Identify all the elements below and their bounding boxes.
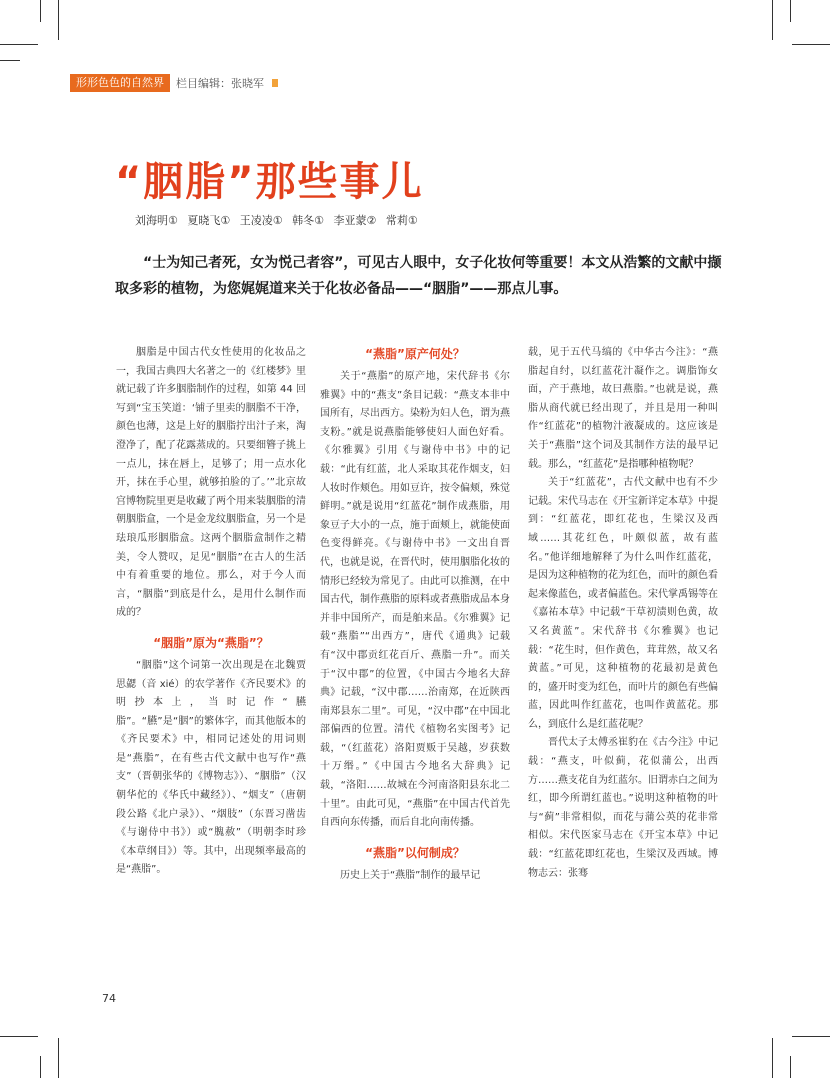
text-column-2 [320,344,510,885]
article-intro: “士为知己者死，女为悦己者容”，可见古人眼中，女子化妆何等重要！本文从浩繁的文献中撷取多彩的植物，为您娓娓道来关于化妆必备品——“胭脂”——那点儿事。 [115,255,722,297]
crop-mark [790,0,791,22]
paragraph: 关于“燕脂”的原产地，宋代辞书《尔雅翼》中的“燕支”条目记载：“燕支本非中国所有，尽出西方。染粉为妇人色，谓为燕支粉。”就是说燕脂能够使妇人面色好看。《尔雅翼》引用《与谢侍中书》中的记载：“此有红蓝，北人采取其花作烟支，妇人妆时作颊色。用如豆许，按令偏颊，殊觉鲜明。”就是说用“红蓝花”制作成燕脂，用象豆子大小的一点，施于面颊上，就能使面色变得鲜亮。《与谢侍中书》一文出自晋代，也就是说，在晋代时，使用胭脂化妆的情形已经较为常见了。由此可以推测，在中国古代，制作燕脂的原料或者燕脂成品本身并非中国所产，而是舶来品。《尔雅翼》记载“燕脂”“出西方”，唐代《通典》记载有“汉中郡贡红花百斤、燕脂一升”。而关于“汉中郡”的位置，《中国古今地名大辞典》记载，“汉中郡……治南郑，在近陕西南郑县东二里”。可见，“汉中郡”在中国北部偏西的位置。清代《植物名实图考》记载，“（红蓝花）洛阳贾贩于吴越，岁获数十万缗。”《中国古今地名大辞典》记载，“洛阳……故城在今河南洛阳县东北二十里”。由此可见，“燕脂”在中国古代首先自西向东传播，而后自北向南传播。 [320,371,510,829]
author-list [135,212,424,228]
crop-mark [772,1038,773,1078]
paragraph: 胭脂是中国古代女性使用的化妆品之一，我国古典四大名著之一的《红楼梦》里就记载了许多胭脂制作的过程，如第 44 回写到“宝玉笑道：‘铺子里卖的胭脂不干净，颜色也薄，这是上好的胭脂拧出汁子来，淘澄净了，配了花露蒸成的。只要细簪子挑上一点儿，抹在唇上，足够了；用一点水化开，抹在手心里，就够拍脸的了。’”北京故宫博物院里更是收藏了两个用来装胭脂的清朝胭脂盒，一个是金龙纹胭脂盒，另一个是珐琅瓜形胭脂盒。这两个胭脂盒制作之精美，令人赞叹，足见“胭脂”在古人的生活中有着重要的地位。那么，对于今人而言，“胭脂”到底是什么，是用什么制作而成的？ [116,347,306,619]
section-heading: “胭脂”原为“燕脂”？ [153,635,269,650]
page-header [70,74,278,92]
column-editor: 栏目编辑：张晓军 [176,77,264,90]
text-column-3 [528,344,718,883]
crop-mark [0,44,38,45]
crop-mark [40,0,41,22]
crop-mark [58,1038,59,1078]
page-number: 74 [102,992,116,1005]
text-column-1 [116,344,306,880]
paragraph: 关于“红蓝花”，古代文献中也有不少记载。宋代马志在《开宝新详定本草》中提到：“红蓝花，即红花也，生梁汉及西域……其花红色，叶颇似蓝，故有蓝名。”他详细地解释了为什么叫作红蓝花，是因为这种植物的花为红色，而叶的颜色看起来像蓝色，或者偏蓝色。宋代掌禹锡等在《嘉祐本草》中记载“干草初渍则色黄，故又名黄蓝”。宋代辞书《尔雅翼》也记载：“花生时，但作黄色，茸茸然，故又名黄蓝。”可见，这种植物的花最初是黄色的，盛开时变为红色，而叶片的颜色有些偏蓝，因此叫作红蓝花，也叫作黄蓝花。那么，到底什么是红蓝花呢？ [528,477,718,730]
crop-mark [792,1036,830,1037]
paragraph: 载，见于五代马缟的《中华古今注》：“燕脂起自纣，以红蓝花汁凝作之。调脂饰女面，产于燕地，故曰燕脂。”也就是说，燕脂从商代就已经出现了，并且是用一种叫作“红蓝花”的植物汁液凝成的。这应该是关于“燕脂”这个词及其制作方法的最早记载。那么，“红蓝花”是指哪种植物呢？ [528,347,718,470]
author: 夏晓飞① [187,214,231,227]
crop-mark [792,44,830,45]
paragraph: 历史上关于“燕脂”制作的最早记 [340,869,481,881]
author: 王凌凌① [239,214,283,227]
header-decoration [272,79,278,87]
crop-mark [790,1056,791,1078]
crop-mark [772,0,773,40]
author: 韩冬① [292,214,324,227]
paragraph: “胭脂”这个词第一次出现是在北魏贾思勰（音 xié）的农学著作《齐民要术》的明抄本上，当时记作“臙脂”。“臙”是“胭”的繁体字，而其他版本的《齐民要术》中，相同记述处的用词则是“燕脂”，在有些古代文献中也写作“燕支”（晋朝张华的《博物志》）、“胭脂”（汉朝华佗的《华氏中藏经》）、“烟支”（唐朝段公路《北户录》）、“烟肢”（东晋习凿齿《与谢侍中书》）或“𦞙赦”（明朝李时珍《本草纲目》）等。其中，出现频率最高的是“燕脂”。 [116,659,306,876]
section-tag: 形形色色的自然界 [70,74,170,92]
author: 刘海明① [135,214,178,227]
crop-mark [0,1036,38,1037]
section-heading: “燕脂”以何制成？ [365,845,465,860]
section-heading: “燕脂”原产何处？ [365,347,465,361]
author: 常莉① [385,214,418,227]
crop-mark [40,1056,41,1078]
crop-mark [58,0,59,40]
article-title: “胭脂”那些事儿 [115,159,424,205]
author: 李亚蒙② [333,214,377,227]
paragraph: 晋代太子太傅丞崔豹在《古今注》中记载：“燕支，叶似蓟，花似蒲公，出西方……燕支花自为红蓝尔。旧谓赤白之间为红，即今所谓红蓝也。”说明这种植物的叶与“蓟”非常相似，而花与蒲公英的花非常相似。宋代医家马志在《开宝本草》中记载：“红蓝花即红花也，生梁汉及西域。博物志云：张骞 [528,737,718,879]
crop-mark [0,60,20,61]
